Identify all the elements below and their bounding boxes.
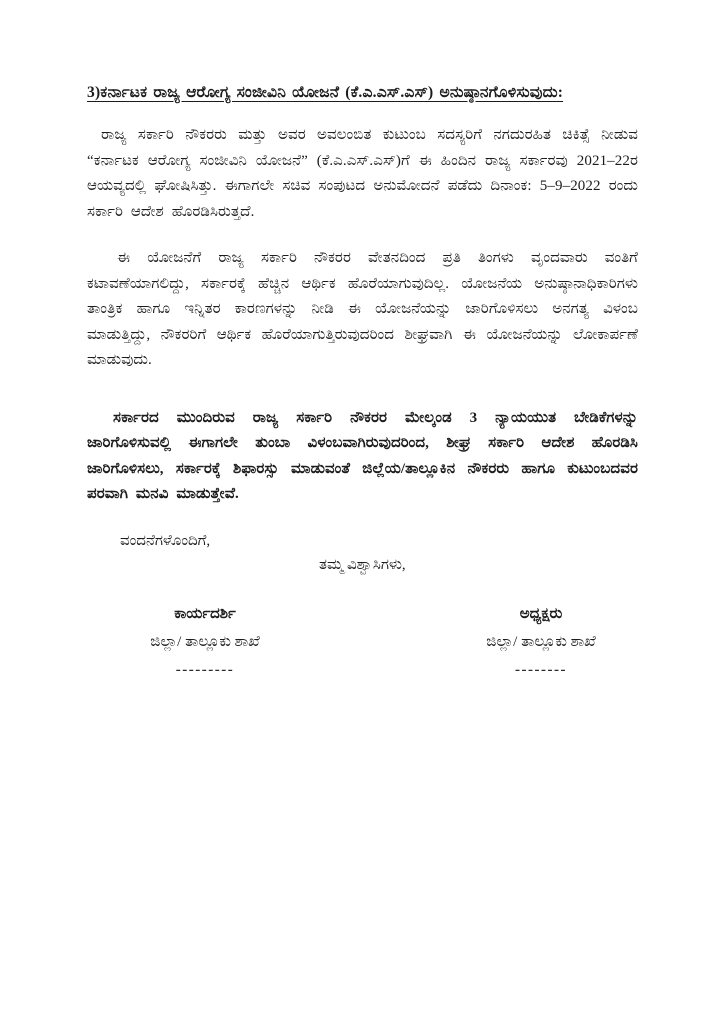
signature-title-president: ಅಧ್ಯಕ್ಷರು [519,605,563,622]
signature-line-secretary: --------- [175,661,235,678]
body-paragraph-2: ಈ ಯೋಜನೆಗೆ ರಾಜ್ಯ ಸರ್ಕಾರಿ ನೌಕರರ ವೇತನದಿಂದ ಪ್ರತಿ ತಿಂಗಳು ವೃಂದವಾರು ವಂತಿಗೆ ಕಟಾವಣೆಯಾಗಲಿದ್ದು, ಸರ್ಕಾರಕ್ಕೆ ಹೆಚ್ಚಿನ ಆರ್ಥಿಕ ಹೊರೆಯಾಗುವುದಿಲ್ಲ. ಯೋಜನೆಯ ಅನುಷ್ಠಾನಾಧಿಕಾರಿಗಳು ತಾಂತ್ರಿಕ ಹಾಗೂ ಇನ್ನಿತರ ಕಾರಣಗಳನ್ನು ನೀಡಿ ಈ ಯೋಜನೆಯನ್ನು ಜಾರಿಗೊಳಿಸಲು ಅನಗತ್ಯ ವಿಳಂಬ ಮಾಡುತ್ತಿದ್ದು, ನೌಕರರಿಗೆ ಆರ್ಥಿಕ ಹೊರೆಯಾಗುತ್ತಿರುವುದರಿಂದ ಶೀಘ್ರವಾಗಿ ಈ ಯೋಜನೆಯನ್ನು ಲೋಕಾರ್ಪಣೆ ಮಾಡುವುದು. [87,250,638,368]
signature-title-secretary: ಕಾರ್ಯದರ್ಶಿ [174,605,236,622]
closing-regards: ವಂದನೆಗಳೊಂದಿಗೆ, [120,532,211,549]
signature-block-secretary [115,600,295,684]
signature-subtitle-secretary: ಜಿಲ್ಲಾ/ ತಾಲ್ಲೂಕು ಶಾಖೆ [150,633,260,650]
body-paragraph-1: ರಾಜ್ಯ ಸರ್ಕಾರಿ ನೌಕರರು ಮತ್ತು ಅವರ ಅವಲಂಬಿತ ಕುಟುಂಬ ಸದಸ್ಯರಿಗೆ ನಗದುರಹಿತ ಚಿಕಿತ್ಸೆ ನೀಡುವ “ಕರ್ನಾಟಕ ಆರೋಗ್ಯ ಸಂಜೀವಿನಿ ಯೋಜನೆ” (ಕೆ.ಎ.ಎಸ್.ಎಸ್)ಗೆ ಈ ಹಿಂದಿನ ರಾಜ್ಯ ಸರ್ಕಾರವು 2021–22ರ ಆಯವ್ಯದಲ್ಲಿ ಘೋಷಿಸಿತ್ತು. ಈಗಾಗಲೇ ಸಚಿವ ಸಂಪುಟದ ಅನುಮೋದನೆ ಪಡೆದು ದಿನಾಂಕ: 5–9–2022 ರಂದು ಸರ್ಕಾರಿ ಆದೇಶ ಹೊರಡಿಸಿರುತ್ತದೆ. [87,127,638,220]
signature-block-president [446,600,636,684]
signature-line-president: -------- [515,661,567,678]
body-paragraph-3: ಸರ್ಕಾರದ ಮುಂದಿರುವ ರಾಜ್ಯ ಸರ್ಕಾರಿ ನೌಕರರ ಮೇಲ್ಕಂಡ 3 ನ್ಯಾಯಯುತ ಬೇಡಿಕೆಗಳನ್ನು ಜಾರಿಗೊಳಿಸುವಲ್ಲಿ ಈಗಾಗಲೇ ತುಂಬಾ ವಿಳಂಬವಾಗಿರುವುದರಿಂದ, ಶೀಘ್ರ ಸರ್ಕಾರಿ ಆದೇಶ ಹೊರಡಿಸಿ ಜಾರಿಗೊಳಿಸಲು, ಸರ್ಕಾರಕ್ಕೆ ಶಿಫಾರಸ್ಸು ಮಾಡುವಂತೆ ಜಿಲ್ಲೆಯ/ತಾಲ್ಲೂಕಿನ ನೌಕರರು ಹಾಗೂ ಕುಟುಂಬದವರ ಪರವಾಗಿ ಮನವಿ ಮಾಡುತ್ತೇವೆ. [87,409,638,502]
section-heading: 3)ಕರ್ನಾಟಕ ರಾಜ್ಯ ಆರೋಗ್ಯ ಸಂಜೀವಿನಿ ಯೋಜನೆ (ಕೆ.ಎ.ಎಸ್.ಎಸ್) ಅನುಷ್ಠಾನಗೊಳಿಸುವುದು: [87,84,564,101]
signature-row [87,600,638,684]
closing-faithfully: ತಮ್ಮ ವಿಶ್ವಾಸಿಗಳು, [319,556,406,573]
signature-subtitle-president: ಜಿಲ್ಲಾ/ ತಾಲ್ಲೂಕು ಶಾಖೆ [486,633,596,650]
